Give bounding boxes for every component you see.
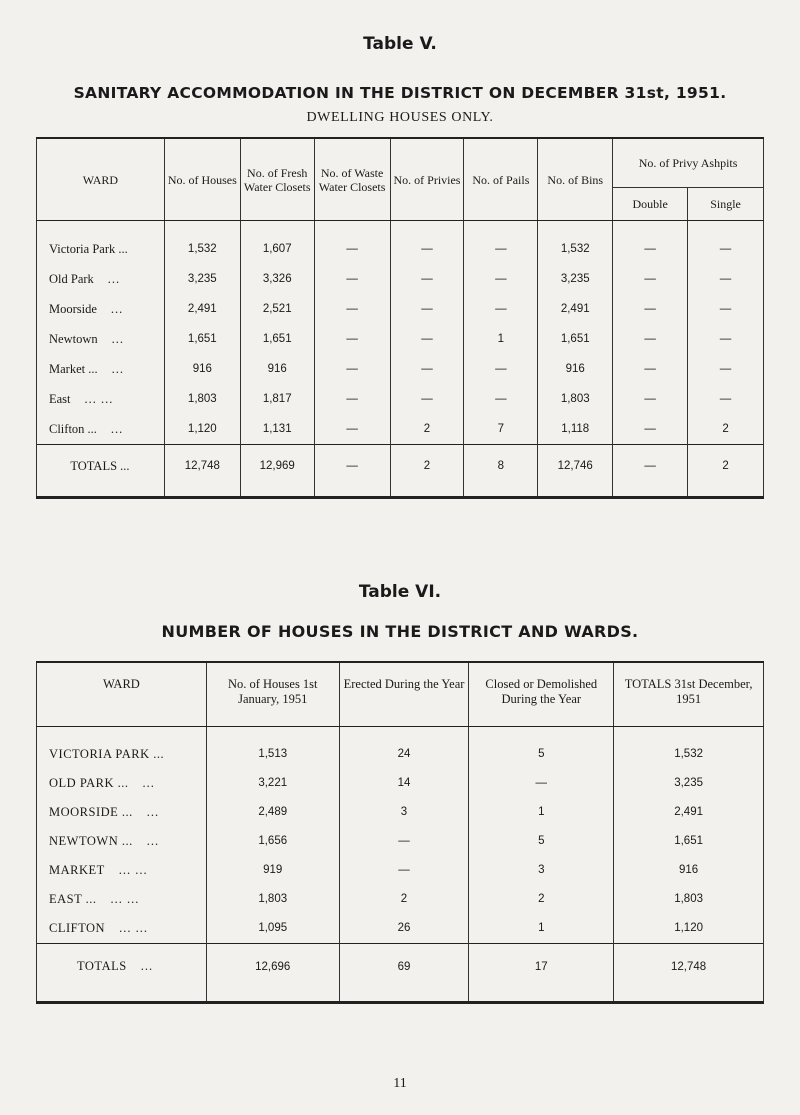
privies-cell: — [390, 384, 464, 414]
table-row [37, 384, 764, 414]
ward-name: Old Park [49, 271, 94, 286]
ward-cell [37, 324, 165, 354]
ward-cell [37, 354, 165, 384]
houses-cell: 1,803 [164, 384, 240, 414]
fresh-water-closets-cell: 1,131 [240, 414, 314, 445]
houses-jan-cell: 12,696 [206, 943, 339, 1002]
houses-jan-cell: 919 [206, 856, 339, 885]
waste-water-closets-cell: — [314, 324, 390, 354]
waste-water-closets-cell: — [314, 221, 390, 265]
erected-cell: 14 [339, 769, 469, 798]
table-row [37, 914, 764, 944]
table-v-subtitle: SANITARY ACCOMMODATION IN THE DISTRICT ON DECEMBER 31st, 1951. [73, 84, 727, 102]
bins-cell: 1,118 [538, 414, 613, 445]
erected-cell: 69 [339, 943, 469, 1002]
table-row [37, 856, 764, 885]
table-vi-title: Table VI. [358, 582, 442, 602]
leader-dots: ... [111, 331, 124, 346]
leader-dots: ... [111, 361, 124, 376]
table-row [37, 324, 764, 354]
leader-dots: ... [110, 301, 124, 316]
header-bins: No. of Bins [538, 138, 613, 221]
header-closed: Closed or Demolished During the Year [469, 662, 614, 726]
bins-cell: 1,532 [538, 221, 613, 265]
header-privy-ashpits: No. of Privy Ashpits [613, 138, 764, 188]
single-ashpits-cell: — [688, 221, 764, 265]
privies-cell: — [390, 294, 464, 324]
table-row [37, 769, 764, 798]
houses-jan-cell: 1,803 [206, 885, 339, 914]
bins-cell: 2,491 [538, 294, 613, 324]
ward-name: Market ... [49, 361, 98, 376]
pails-cell: 7 [464, 414, 538, 445]
ward-cell [37, 769, 207, 798]
houses-cell: 1,532 [164, 221, 240, 265]
fresh-water-closets-cell: 3,326 [240, 264, 314, 294]
closed-cell: 3 [469, 856, 614, 885]
closed-cell: 17 [469, 943, 614, 1002]
erected-cell: — [339, 856, 469, 885]
header-double: Double [613, 188, 688, 221]
leader-dots: ... [110, 421, 124, 436]
ward-name: VICTORIA PARK ... [49, 746, 165, 761]
double-ashpits-cell: — [613, 221, 688, 265]
pails-cell: 1 [464, 324, 538, 354]
closed-cell: 1 [469, 798, 614, 827]
ward-cell [37, 914, 207, 944]
total-dec-cell: 2,491 [614, 798, 764, 827]
houses-by-ward-table [36, 661, 764, 1004]
total-dec-cell: 1,120 [614, 914, 764, 944]
single-ashpits-cell: — [688, 294, 764, 324]
privies-cell: — [390, 324, 464, 354]
leader-dots: ... [107, 271, 121, 286]
header-pails: No. of Pails [464, 138, 538, 221]
header-waste-water-closets: No. of Waste Water Closets [314, 138, 390, 221]
single-ashpits-cell: 2 [688, 414, 764, 445]
ward-cell [37, 943, 207, 1002]
ward-name: East [49, 391, 71, 406]
houses-jan-cell: 1,095 [206, 914, 339, 944]
leader-dots: ... [140, 959, 154, 973]
page-number: 11 [393, 1076, 407, 1091]
fresh-water-closets-cell: 2,521 [240, 294, 314, 324]
pails-cell: — [464, 354, 538, 384]
erected-cell: 26 [339, 914, 469, 944]
table-row [37, 414, 764, 445]
leader-dots: ... [142, 775, 155, 790]
privies-cell: 2 [390, 445, 464, 498]
header-erected: Erected During the Year [339, 662, 469, 726]
ward-cell [37, 445, 165, 498]
ward-name: TOTALS ... [70, 458, 130, 473]
pails-cell: — [464, 264, 538, 294]
header-ward: WARD [37, 662, 207, 726]
total-dec-cell: 1,532 [614, 726, 764, 769]
ward-cell [37, 798, 207, 827]
single-ashpits-cell: — [688, 354, 764, 384]
erected-cell: — [339, 827, 469, 856]
single-ashpits-cell: — [688, 384, 764, 414]
table-row [37, 827, 764, 856]
ward-cell [37, 294, 165, 324]
ward-cell [37, 885, 207, 914]
leader-dots: ... ... [110, 891, 140, 906]
header-houses: No. of Houses [164, 138, 240, 221]
table-v-title: Table V. [363, 34, 437, 54]
ward-cell [37, 384, 165, 414]
houses-cell: 2,491 [164, 294, 240, 324]
ward-cell [37, 726, 207, 769]
ward-cell [37, 856, 207, 885]
double-ashpits-cell: — [613, 445, 688, 498]
table-row [37, 354, 764, 384]
houses-jan-cell: 3,221 [206, 769, 339, 798]
fresh-water-closets-cell: 1,607 [240, 221, 314, 265]
total-dec-cell: 916 [614, 856, 764, 885]
fresh-water-closets-cell: 12,969 [240, 445, 314, 498]
ward-name: NEWTOWN ... [49, 833, 133, 848]
header-fresh-water-closets: No. of Fresh Water Closets [240, 138, 314, 221]
header-totals-dec: TOTALS 31st December, 1951 [614, 662, 764, 726]
pails-cell: — [464, 384, 538, 414]
ward-name: MOORSIDE ... [49, 804, 133, 819]
waste-water-closets-cell: — [314, 264, 390, 294]
totals-row [37, 445, 764, 498]
ward-name: EAST ... [49, 891, 97, 906]
leader-dots: ... ... [118, 862, 148, 877]
double-ashpits-cell: — [613, 354, 688, 384]
houses-cell: 1,120 [164, 414, 240, 445]
privies-cell: — [390, 221, 464, 265]
table-v-note: DWELLING HOUSES ONLY. [306, 110, 494, 125]
houses-jan-cell: 1,656 [206, 827, 339, 856]
leader-dots: ... [146, 804, 160, 819]
header-privies: No. of Privies [390, 138, 464, 221]
bins-cell: 1,651 [538, 324, 613, 354]
total-dec-cell: 1,651 [614, 827, 764, 856]
leader-dots: ... ... [84, 391, 114, 406]
erected-cell: 24 [339, 726, 469, 769]
pails-cell: — [464, 294, 538, 324]
waste-water-closets-cell: — [314, 294, 390, 324]
table-row [37, 294, 764, 324]
ward-name: Newtown [49, 331, 98, 346]
houses-cell: 1,651 [164, 324, 240, 354]
single-ashpits-cell: 2 [688, 445, 764, 498]
closed-cell: — [469, 769, 614, 798]
double-ashpits-cell: — [613, 414, 688, 445]
houses-cell: 916 [164, 354, 240, 384]
total-dec-cell: 1,803 [614, 885, 764, 914]
double-ashpits-cell: — [613, 264, 688, 294]
table-row [37, 885, 764, 914]
ward-cell [37, 264, 165, 294]
waste-water-closets-cell: — [314, 445, 390, 498]
fresh-water-closets-cell: 916 [240, 354, 314, 384]
houses-jan-cell: 2,489 [206, 798, 339, 827]
double-ashpits-cell: — [613, 384, 688, 414]
ward-cell [37, 221, 165, 265]
totals-row [37, 943, 764, 1002]
table-row [37, 221, 764, 265]
total-dec-cell: 3,235 [614, 769, 764, 798]
total-dec-cell: 12,748 [614, 943, 764, 1002]
privies-cell: — [390, 264, 464, 294]
waste-water-closets-cell: — [314, 354, 390, 384]
pails-cell: 8 [464, 445, 538, 498]
ward-name: Moorside [49, 301, 97, 316]
ward-name: TOTALS [77, 959, 127, 973]
waste-water-closets-cell: — [314, 384, 390, 414]
closed-cell: 5 [469, 726, 614, 769]
ward-name: OLD PARK ... [49, 775, 129, 790]
double-ashpits-cell: — [613, 294, 688, 324]
single-ashpits-cell: — [688, 264, 764, 294]
table-vi-subtitle: NUMBER OF HOUSES IN THE DISTRICT AND WARDS. [161, 622, 639, 641]
table-row [37, 726, 764, 769]
erected-cell: 3 [339, 798, 469, 827]
leader-dots: ... [146, 833, 160, 848]
header-ward: WARD [37, 138, 165, 221]
table-row [37, 264, 764, 294]
waste-water-closets-cell: — [314, 414, 390, 445]
privies-cell: — [390, 354, 464, 384]
houses-cell: 12,748 [164, 445, 240, 498]
fresh-water-closets-cell: 1,651 [240, 324, 314, 354]
ward-name: MARKET [49, 862, 105, 877]
privies-cell: 2 [390, 414, 464, 445]
table-row [37, 798, 764, 827]
pails-cell: — [464, 221, 538, 265]
ward-name: Clifton ... [49, 421, 97, 436]
bins-cell: 1,803 [538, 384, 613, 414]
bins-cell: 12,746 [538, 445, 613, 498]
houses-jan-cell: 1,513 [206, 726, 339, 769]
sanitary-accommodation-table [36, 137, 764, 499]
houses-cell: 3,235 [164, 264, 240, 294]
leader-dots: ... ... [119, 920, 148, 935]
ward-cell [37, 827, 207, 856]
ward-name: Victoria Park ... [49, 241, 128, 256]
double-ashpits-cell: — [613, 324, 688, 354]
closed-cell: 2 [469, 885, 614, 914]
bins-cell: 3,235 [538, 264, 613, 294]
closed-cell: 1 [469, 914, 614, 944]
closed-cell: 5 [469, 827, 614, 856]
ward-cell [37, 414, 165, 445]
header-houses-jan: No. of Houses 1st January, 1951 [206, 662, 339, 726]
erected-cell: 2 [339, 885, 469, 914]
ward-name: CLIFTON [49, 920, 106, 935]
header-single: Single [688, 188, 764, 221]
single-ashpits-cell: — [688, 324, 764, 354]
fresh-water-closets-cell: 1,817 [240, 384, 314, 414]
bins-cell: 916 [538, 354, 613, 384]
